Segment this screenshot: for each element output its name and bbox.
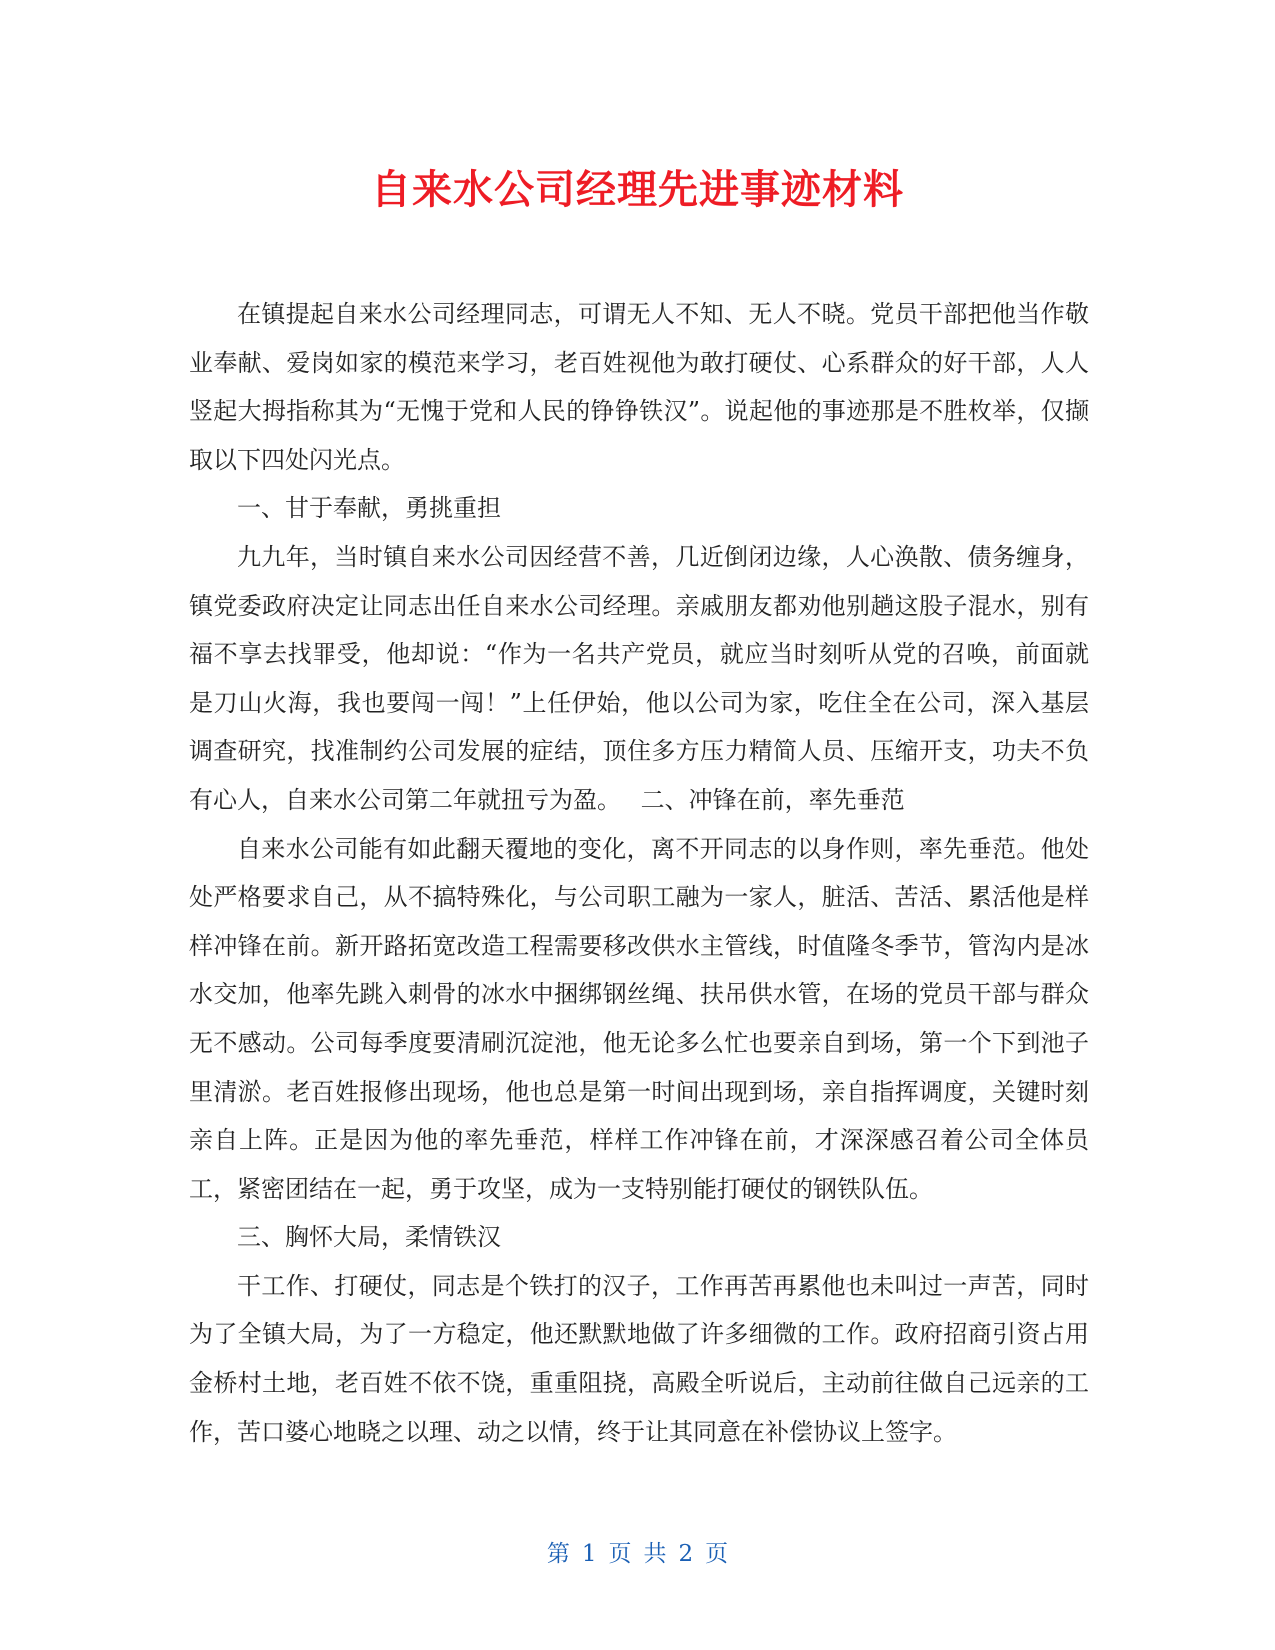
section-2-paragraph: 自来水公司能有如此翻天覆地的变化，离不开同志的以身作则，率先垂范。他处处严格要求自己，从不搞特殊化，与公司职工融为一家人，脏活、苦活、累活他是样样冲锋在前。新开路拓宽改造工程需要移改供水主管线，时值隆冬季节，管沟内是冰水交加，他率先跳入刺骨的冰水中捆绑钢丝绳、扶吊供水管，在场的党员干部与群众无不感动。公司每季度要清刷沉淀池，他无论多么忙也要亲自到场，第一个下到池子里清淤。老百姓报修出现场，他也总是第一时间出现到场，亲自指挥调度，关键时刻亲自上阵。正是因为他的率先垂范，样样工作冲锋在前，才深深感召着公司全体员工，紧密团结在一起，勇于攻坚，成为一支特别能打硬仗的钢铁队伍。 (189, 834, 1089, 1203)
section-heading-3: 三、胸怀大局，柔情铁汉 (237, 1223, 501, 1252)
intro-paragraph: 在镇提起自来水公司经理同志，可谓无人不知、无人不晓。党员干部把他当作敬业奉献、爱岗如家的模范来学习，老百姓视他为敢打硬仗、心系群众的好干部，人人竖起大拇指称其为“无愧于党和人民的铮铮铁汉”。说起他的事迹那是不胜枚举，仅撷取以下四处闪光点。 (189, 300, 1089, 474)
section-heading-1: 一、甘于奉献，勇挑重担 (237, 494, 501, 523)
document-body (189, 290, 1089, 1456)
section-3-paragraph: 干工作、打硬仗，同志是个铁打的汉子，工作再苦再累他也未叫过一声苦，同时为了全镇大局，为了一方稳定，他还默默地做了许多细微的工作。政府招商引资占用金桥村土地，老百姓不依不饶，重重阻挠，高殿全听说后，主动前往做自己远亲的工作，苦口婆心地晓之以理、动之以情，终于让其同意在补偿协议上签字。 (189, 1271, 1089, 1446)
page-footer (0, 1538, 1275, 1570)
footer-di: 第 (546, 1541, 570, 1567)
footer-ye-2: 页 (705, 1541, 729, 1567)
section-1-paragraph: 九九年，当时镇自来水公司因经营不善，几近倒闭边缘，人心涣散、债务缠身，镇党委政府决定让同志出任自来水公司经理。亲戚朋友都劝他别趟这股子混水，别有福不享去找罪受，他却说：“作为一名共产党员，就应当时刻听从党的召唤，前面就是刀山火海，我也要闯一闯！”上任伊始，他以公司为家，吃住全在公司，深入基层调查研究，找准制约公司发展的症结，顶住多方压力精简人员、压缩开支，功夫不负有心人，自来水公司第二年就扭亏为盈。 二、冲锋在前，率先垂范 (189, 542, 1089, 814)
current-page-number: 1 (581, 1541, 597, 1567)
footer-gong: 共 (643, 1541, 667, 1567)
document-title: 自来水公司经理先进事迹材料 (371, 167, 904, 213)
footer-ye: 页 (608, 1541, 632, 1567)
total-page-count: 2 (678, 1541, 694, 1567)
